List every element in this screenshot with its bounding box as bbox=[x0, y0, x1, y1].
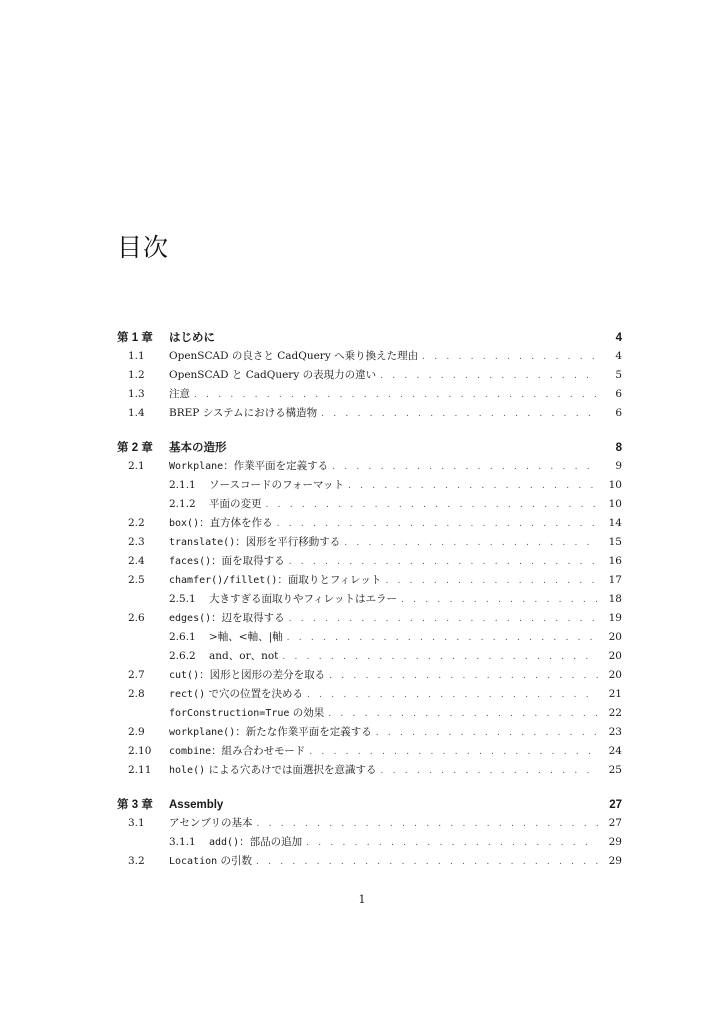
section-number: 3.2 bbox=[128, 855, 145, 867]
entry-title-part: ：図形を平行移動する bbox=[235, 536, 341, 548]
entry-title-part: Workplane bbox=[169, 461, 224, 472]
section-number: 2.2 bbox=[128, 517, 145, 529]
entry-title-part: の効果 bbox=[289, 707, 325, 719]
section-number: 2.6.2 bbox=[169, 650, 196, 662]
entry-title-part: and、or、not bbox=[209, 650, 279, 662]
toc-section[interactable] bbox=[117, 367, 622, 386]
toc-chapter[interactable] bbox=[117, 796, 622, 815]
chapter-number bbox=[117, 439, 169, 455]
section-title bbox=[209, 591, 397, 606]
entry-title-part: ：組み合わせモード bbox=[211, 745, 306, 757]
section-title bbox=[209, 648, 278, 663]
toc-section[interactable] bbox=[117, 553, 622, 572]
chapter-title: はじめに bbox=[169, 332, 215, 344]
toc-subsection[interactable] bbox=[117, 834, 622, 853]
section-title bbox=[169, 667, 325, 682]
section-title bbox=[169, 386, 190, 401]
section-page: 29 bbox=[608, 855, 622, 867]
chapter-number bbox=[117, 796, 169, 812]
section-page: 22 bbox=[608, 707, 622, 719]
chapter-digit: 2 bbox=[131, 442, 139, 454]
leader-dots bbox=[256, 819, 598, 829]
entry-title-part: による穴あけでは面選択を意識する bbox=[205, 764, 377, 776]
entry-title-part: ：新たな作業平面を定義する bbox=[235, 726, 372, 738]
section-number: 1.3 bbox=[128, 388, 145, 400]
entry-title-part: chamfer()/fillet() bbox=[169, 575, 278, 586]
leader-dots bbox=[401, 595, 598, 605]
page-number: 1 bbox=[358, 893, 366, 906]
leader-dots bbox=[344, 538, 598, 548]
section-number: 1.4 bbox=[128, 407, 145, 419]
section-number: 2.10 bbox=[128, 745, 152, 757]
leader-dots bbox=[385, 576, 598, 586]
leader-dots bbox=[306, 838, 598, 848]
section-title bbox=[169, 367, 376, 382]
toc-subsection[interactable] bbox=[117, 629, 622, 648]
section-page: 5 bbox=[615, 369, 622, 381]
leader-dots bbox=[282, 652, 598, 662]
section-page: 6 bbox=[615, 407, 622, 419]
chapter-page: 4 bbox=[615, 332, 622, 344]
entry-title-part: cut() bbox=[169, 670, 200, 681]
section-number: 2.7 bbox=[128, 669, 145, 681]
section-page: 4 bbox=[615, 350, 622, 362]
toc-subsection[interactable] bbox=[117, 648, 622, 667]
leader-dots bbox=[194, 390, 598, 400]
section-page: 17 bbox=[608, 574, 622, 586]
entry-title-part: 注意 bbox=[169, 388, 190, 400]
leader-dots bbox=[287, 633, 598, 643]
toc-section[interactable] bbox=[117, 534, 622, 553]
section-number: 3.1 bbox=[128, 817, 145, 829]
toc-section[interactable] bbox=[117, 405, 622, 424]
section-page: 21 bbox=[608, 688, 622, 700]
section-page: 25 bbox=[608, 764, 622, 776]
section-number: 2.3 bbox=[128, 536, 145, 548]
toc-section[interactable] bbox=[117, 762, 622, 781]
leader-dots bbox=[376, 728, 598, 738]
toc-section[interactable] bbox=[117, 815, 622, 834]
toc-section[interactable] bbox=[117, 724, 622, 743]
entry-title-part: >軸、<軸、|軸 bbox=[209, 631, 283, 643]
section-title bbox=[209, 834, 302, 849]
chapter-page: 8 bbox=[615, 442, 622, 454]
section-title bbox=[209, 477, 344, 492]
chapter-suffix: 章 bbox=[141, 442, 153, 454]
section-page: 29 bbox=[608, 836, 622, 848]
entry-title-part: workplane() bbox=[169, 727, 236, 738]
section-title bbox=[169, 610, 285, 625]
section-title bbox=[169, 405, 317, 420]
toc-section[interactable] bbox=[117, 853, 622, 872]
entry-title-part: combine bbox=[169, 746, 212, 757]
toc-section[interactable] bbox=[117, 667, 622, 686]
section-title bbox=[169, 724, 372, 739]
section-number: 1.2 bbox=[128, 369, 145, 381]
chapter-prefix: 第 bbox=[117, 799, 129, 811]
section-number: 2.5 bbox=[128, 574, 145, 586]
section-title bbox=[169, 348, 418, 363]
leader-dots bbox=[256, 857, 598, 867]
section-title bbox=[169, 705, 324, 720]
section-page: 10 bbox=[608, 479, 622, 491]
section-page: 18 bbox=[608, 593, 622, 605]
leader-dots bbox=[380, 371, 598, 381]
chapter-digit: 1 bbox=[131, 332, 139, 344]
section-page: 27 bbox=[608, 817, 622, 829]
entry-title-part: の引数 bbox=[217, 855, 253, 867]
section-title bbox=[169, 762, 376, 777]
chapter-page: 27 bbox=[609, 799, 622, 811]
entry-title-part: edges() bbox=[169, 613, 212, 624]
toc-section[interactable] bbox=[117, 610, 622, 629]
toc-section[interactable] bbox=[117, 686, 622, 705]
section-page: 23 bbox=[608, 726, 622, 738]
section-number: 2.5.1 bbox=[169, 593, 196, 605]
leader-dots bbox=[332, 462, 598, 472]
section-page: 16 bbox=[608, 555, 622, 567]
section-title bbox=[169, 743, 305, 758]
section-number: 3.1.1 bbox=[169, 836, 196, 848]
entry-title-part: BREP システムにおける構造物 bbox=[169, 407, 318, 419]
chapter-title: Assembly bbox=[169, 799, 224, 811]
entry-title-part: faces() bbox=[169, 556, 212, 567]
leader-dots bbox=[380, 766, 598, 776]
toc-subsection[interactable] bbox=[117, 496, 622, 515]
section-page: 15 bbox=[608, 536, 622, 548]
chapter-digit: 3 bbox=[131, 799, 139, 811]
section-number: 2.6 bbox=[128, 612, 145, 624]
leader-dots bbox=[289, 614, 598, 624]
chapter-title: 基本の造形 bbox=[169, 442, 227, 454]
chapter-prefix: 第 bbox=[117, 442, 129, 454]
section-number: 2.1.1 bbox=[169, 479, 196, 491]
toc-section[interactable] bbox=[117, 705, 622, 724]
toc-section[interactable] bbox=[117, 458, 622, 477]
entry-title-part: OpenSCAD の良さと CadQuery へ乗り換えた理由 bbox=[169, 350, 419, 362]
section-title bbox=[169, 515, 273, 530]
section-title bbox=[169, 853, 252, 868]
section-title bbox=[169, 572, 381, 587]
section-title bbox=[169, 553, 285, 568]
section-number: 2.8 bbox=[128, 688, 145, 700]
section-number: 2.9 bbox=[128, 726, 145, 738]
section-page: 20 bbox=[608, 669, 622, 681]
entry-title-part: ：図形と図形の差分を取る bbox=[199, 669, 326, 681]
chapter-suffix: 章 bbox=[141, 332, 153, 344]
section-title bbox=[169, 458, 328, 473]
leader-dots bbox=[328, 709, 598, 719]
entry-title-part: ：面取りとフィレット bbox=[277, 574, 382, 586]
chapter-suffix: 章 bbox=[141, 799, 153, 811]
leader-dots bbox=[321, 409, 598, 419]
section-page: 19 bbox=[608, 612, 622, 624]
entry-title-part: ソースコードのフォーマット bbox=[209, 479, 345, 491]
section-number: 2.11 bbox=[128, 764, 152, 776]
section-page: 20 bbox=[608, 631, 622, 643]
entry-title-part: ：面を取得する bbox=[211, 555, 285, 567]
entry-title-part: ：作業平面を定義する bbox=[223, 460, 329, 472]
section-page: 6 bbox=[615, 388, 622, 400]
toc-chapter[interactable] bbox=[117, 439, 622, 458]
section-page: 9 bbox=[615, 460, 622, 472]
entry-title-part: ：部品の追加 bbox=[239, 836, 303, 848]
leader-dots bbox=[289, 557, 598, 567]
section-page: 14 bbox=[608, 517, 622, 529]
leader-dots bbox=[348, 481, 598, 491]
section-title bbox=[209, 496, 262, 511]
section-number: 2.1.2 bbox=[169, 498, 196, 510]
toc-subsection[interactable] bbox=[117, 477, 622, 496]
entry-title-part: rect() bbox=[169, 689, 206, 700]
entry-title-part: translate() bbox=[169, 537, 236, 548]
toc-section[interactable] bbox=[117, 572, 622, 591]
entry-title-part: OpenSCAD と CadQuery の表現力の違い bbox=[169, 369, 377, 381]
entry-title-part: ：辺を取得する bbox=[211, 612, 285, 624]
entry-title-part: add() bbox=[209, 837, 240, 848]
entry-title-part: ：直方体を作る bbox=[199, 517, 273, 529]
section-page: 20 bbox=[608, 650, 622, 662]
entry-title-part: forConstruction=True bbox=[169, 708, 290, 719]
entry-title-part: hole() bbox=[169, 765, 206, 776]
table-of-contents bbox=[117, 329, 622, 872]
section-title bbox=[169, 534, 340, 549]
section-number: 2.6.1 bbox=[169, 631, 196, 643]
section-title bbox=[169, 815, 252, 830]
toc-chapter[interactable] bbox=[117, 329, 622, 348]
toc-section[interactable] bbox=[117, 386, 622, 405]
toc-section[interactable] bbox=[117, 348, 622, 367]
leader-dots bbox=[266, 500, 599, 510]
toc-title: 目次 bbox=[117, 233, 170, 262]
section-title bbox=[209, 629, 283, 644]
toc-section[interactable] bbox=[117, 515, 622, 534]
section-page: 24 bbox=[608, 745, 622, 757]
entry-title-part: Location bbox=[169, 856, 218, 867]
section-page: 10 bbox=[608, 498, 622, 510]
section-number: 2.1 bbox=[128, 460, 145, 472]
section-number: 2.4 bbox=[128, 555, 145, 567]
entry-title-part: で穴の位置を決める bbox=[205, 688, 303, 700]
chapter-prefix: 第 bbox=[117, 332, 129, 344]
section-title bbox=[169, 686, 303, 701]
toc-section[interactable] bbox=[117, 743, 622, 762]
entry-title-part: 大きすぎる面取りやフィレットはエラー bbox=[209, 593, 398, 605]
leader-dots bbox=[307, 690, 598, 700]
entry-title-part: 平面の変更 bbox=[209, 498, 262, 510]
entry-title-part: アセンブリの基本 bbox=[169, 817, 253, 829]
leader-dots bbox=[329, 671, 598, 681]
toc-subsection[interactable] bbox=[117, 591, 622, 610]
chapter-number bbox=[117, 329, 169, 345]
leader-dots bbox=[422, 352, 598, 362]
section-number: 1.1 bbox=[128, 350, 145, 362]
leader-dots bbox=[309, 747, 598, 757]
leader-dots bbox=[277, 519, 598, 529]
entry-title-part: box() bbox=[169, 518, 200, 529]
